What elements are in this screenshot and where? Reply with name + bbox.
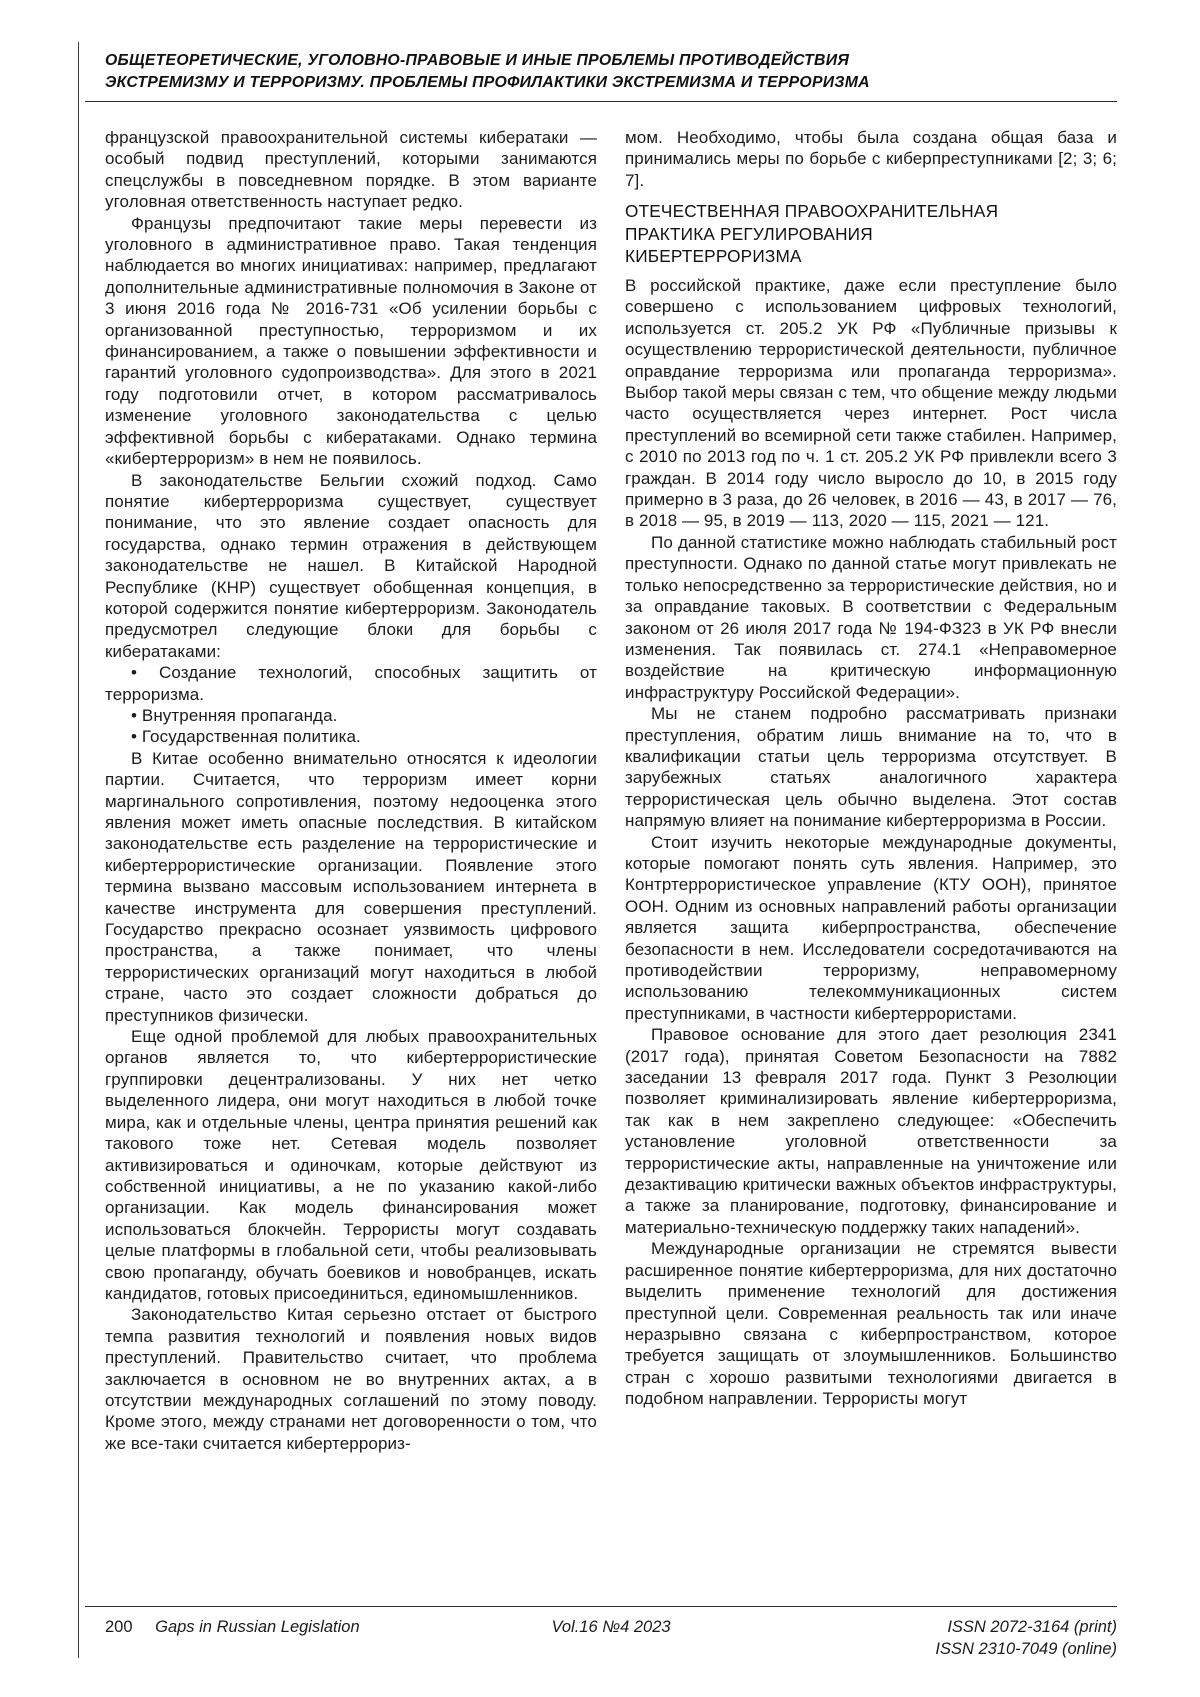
paragraph: В законодательстве Бельгии схожий подход. Само понятие кибертерроризма существует, существует понимание, что это явление создает опасность для государства, однако термин отражения в действующем законодательстве не нашел. В Китайской Народной Республике (КНР) существует обобщенная концепция, в которой содержится понятие кибертерроризм. Законодатель предусмотрел следующие блоки для борьбы с кибератаками: [105,470,597,661]
section-heading-line: КИБЕРТЕРРОРИЗМА [625,246,802,267]
paragraph: мом. Необходимо, чтобы была создана общая база и принимались меры по борьбе с киберпреступниками [2; 3; 6; 7]. [625,128,1117,190]
journal-title: Gaps in Russian Legislation [155,1618,360,1636]
paragraph: Мы не станем подробно рассматривать признаки преступления, обратим лишь внимание на то, что в квалификации статьи цель терроризма отсутствует. В зарубежных статьях аналогичного характера террористическая цель обычно выделена. Этот состав напрямую влияет на понимание кибертерроризма в России. [625,704,1117,831]
paragraph: По данной статистике можно наблюдать стабильный рост преступности. Однако по данной статье могут привлекать не только непосредственно за террористические действия, но и за оправдание таковых. В соответствии с Федеральным законом от 26 июля 2017 года № 194-ФЗ23 в УК РФ внесли изменения. Так появилась ст. 274.1 «Неправомерное воздействие на критическую информационную инфраструктуру Российской Федерации». [625,532,1117,702]
left-margin-rule [78,42,79,1658]
paragraph: Стоит изучить некоторые международные документы, которые помогают понять суть явления. Например, это Контртеррористическое управление (КТУ ООН), принятое ООН. Одним из основных направлений работы организации является защита киберпространства, обеспечение безопасности в нем. Исследователи сосредотачиваются на противодействии терроризму, неправомерному использованию телекоммуникационных систем преступниками, в частности кибертеррористами. [625,832,1117,1023]
running-head-line1: ОБЩЕТЕОРЕТИЧЕСКИЕ, УГОЛОВНО-ПРАВОВЫЕ И ИНЫЕ ПРОБЛЕМЫ ПРОТИВОДЕЙСТВИЯ [105,52,850,69]
issn-print: ISSN 2072-3164 (print) [947,1618,1117,1636]
paragraph: Правовое основание для этого дает резолюция 2341 (2017 года), принятая Советом Безопасности на 7882 заседании 13 февраля 2017 года. Пункт 3 Резолюции позволяет криминализировать явление кибертерроризма, так как в нем закреплено следующее: «Обеспечить установление уголовной ответственности за террористические акты, направленные на уничтожение или дезактивацию критически важных объектов инфраструктуры, а также за планирование, подготовку, финансирование и материально-техническую поддержку таких нападений». [625,1025,1117,1237]
bullet-item: • Государственная политика. [131,727,361,747]
running-head-line2: ЭКСТРЕМИЗМУ И ТЕРРОРИЗМУ. ПРОБЛЕМЫ ПРОФИЛАКТИКИ ЭКСТРЕМИЗМА И ТЕРРОРИЗМА [105,73,870,91]
page-footer [85,1606,1117,1660]
issn-block [935,1616,1117,1660]
bullet-item: • Внутренняя пропаганда. [131,705,338,725]
article-body [105,127,1117,1589]
running-head [105,50,1117,93]
footer-rule [85,1606,1117,1607]
paragraph: Законодательство Китая серьезно отстает от быстрого темпа развития технологий и появления новых видов преступлений. Правительство считает, что проблема заключается в основном не во внутренних актах, а в отсутствии международных соглашений по этому поводу. Кроме этого, между странами нет договоренности о том, что же все-таки считается кибертеррориз- [105,1305,597,1453]
footer-row [85,1616,1117,1660]
header-rule [85,101,1117,102]
paragraph: В российской практике, даже если преступление было совершено с использованием цифровых технологий, используется ст. 205.2 УК РФ «Публичные призывы к осуществлению террористической деятельности, публичное оправдание терроризма или пропаганда терроризма». Выбор такой меры связан с тем, что общение между людьми часто осуществляется через интернет. Рост числа преступлений во всемирной сети также стабилен. Например, с 2010 по 2013 год по ч. 1 ст. 205.2 УК РФ привлекли всего 3 граждан. В 2014 году число выросло до 10, в 2015 году примерно в 3 раза, до 26 человек, в 2016 — 43, в 2017 — 76, в 2018 — 95, в 2019 — 113, 2020 — 115, 2021 — 121. [625,276,1117,531]
paragraph: Еще одной проблемой для любых правоохранительных органов является то, что кибертеррористические группировки децентрализованы. У них нет четко выделенного лидера, они могут находиться в любой точке мира, как и отдельные члены, центра принятия решений как такового тоже нет. Сетевая модель позволяет активизироваться и одиночкам, которые действуют из собственной инициативы, а не по указанию какой-либо организации. Как модель финансирования может использоваться блокчейн. Террористы могут создавать целые платформы в глобальной сети, чтобы реализовывать свою пропаганду, обучать боевиков и новобранцев, искать кандидатов, готовых присоединиться, единомышленников. [105,1027,597,1303]
left-column [105,127,597,1589]
volume-issue: Vol.16 №4 2023 [551,1618,671,1636]
section-heading-line: ОТЕЧЕСТВЕННАЯ ПРАВООХРАНИТЕЛЬНАЯ [625,201,999,222]
section-heading [625,200,1117,268]
section-heading-line: ПРАКТИКА РЕГУЛИРОВАНИЯ [625,223,873,244]
page-number: 200 [105,1618,133,1636]
footer-left [105,1616,360,1638]
issn-online: ISSN 2310-7049 (online) [935,1640,1117,1658]
paragraph: Международные организации не стремятся вывести расширенное понятие кибертерроризма, для них достаточно выделить применение технологий для достижения преступной цели. Современная реальность так или иначе неразрывно связана с киберпространством, которое требуется защищать от злоумышленников. Большинство стран с хорошо развитыми технологиями двигается в подобном направлении. Террористы могут [625,1239,1117,1409]
right-column [625,127,1117,1589]
bullet-item: • Создание технологий, способных защитить от терроризма. [105,663,597,704]
paragraph: французской правоохранительной системы кибератаки — особый подвид преступлений, которыми занимаются спецслужбы в повседневном порядке. В этом варианте уголовная ответственность наступает редко. [105,128,597,212]
paragraph: В Китае особенно внимательно относятся к идеологии партии. Считается, что терроризм имеет корни маргинального сопротивления, поэтому недооценка этого явления может иметь опасные последствия. В китайском законодательстве есть разделение на террористические и кибертеррористические организации. Появление этого термина вызвано массовым использованием интернета в качестве инструмента для совершения преступлений. Государство прекрасно осознает уязвимость цифрового пространства, а также понимает, что члены террористических организаций могут находиться в любой стране, часто это создает сложности добраться до преступников физически. [105,748,597,1025]
paragraph: Французы предпочитают такие меры перевести из уголовного в административное право. Такая тенденция наблюдается во многих инициативах: например, предлагают дополнительные административные полномочия в Законе от 3 июня 2016 года № 2016-731 «Об усилении борьбы с организованной преступностью, терроризмом и их финансированием, а также о повышении эффективности и гарантий уголовного судопроизводства». Для этого в 2021 году подготовили отчет, в котором рассматривалось изменение уголовного законодательства с целью эффективной борьбы с кибератаками. Однако термина «кибертерроризм» в нем не появилось. [105,213,597,469]
